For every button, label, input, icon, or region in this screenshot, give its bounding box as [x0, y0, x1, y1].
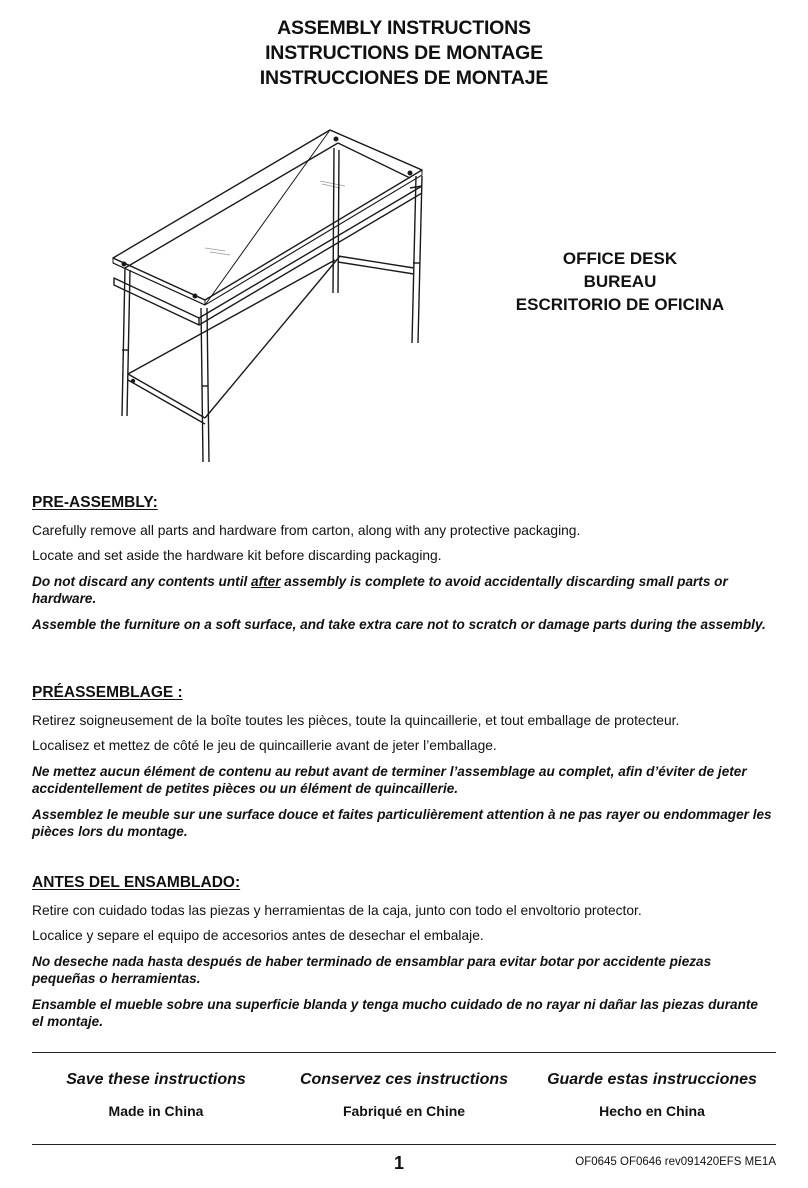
office-desk-illustration	[100, 118, 440, 478]
product-name-en: OFFICE DESK	[562, 249, 678, 268]
save-instructions-fr: Conservez ces instructions	[299, 1071, 509, 1088]
section-heading-en: PRE-ASSEMBLY:	[32, 494, 158, 511]
instruction-line: Carefully remove all parts and hardware from carton, along with any protective packaging.	[32, 523, 581, 538]
page-number: 1	[394, 1153, 405, 1173]
warning-paragraph: Assemblez le meuble sur une surface douce et faites particulièrement attention à ne pas rayer ou endommager les pièces lors du montage.	[32, 807, 772, 839]
pre-assembly-section-fr	[32, 684, 772, 848]
title-en: ASSEMBLY INSTRUCTIONS	[277, 17, 531, 39]
divider	[32, 1144, 776, 1145]
divider	[32, 1052, 776, 1053]
product-name-fr: BUREAU	[583, 272, 657, 291]
footer-col-es	[528, 1071, 776, 1119]
section-heading-fr: PRÉASSEMBLAGE :	[32, 684, 183, 701]
instruction-line: Localice y separe el equipo de accesorios antes de desechar el embalaje.	[32, 928, 484, 943]
instruction-line: Localisez et mettez de côté le jeu de quincaillerie avant de jeter l’emballage.	[32, 738, 497, 753]
origin-es: Hecho en China	[599, 1103, 705, 1119]
product-name	[470, 247, 770, 316]
origin-fr: Fabriqué en Chine	[342, 1103, 466, 1119]
title-es: INSTRUCCIONES DE MONTAJE	[259, 67, 549, 89]
section-heading-es: ANTES DEL ENSAMBLADO:	[32, 874, 241, 891]
warning-paragraph: Ne mettez aucun élément de contenu au rebut avant de terminer l’assemblage au complet, afin d’éviter de jeter accidentellement de petites pièces ou un élément de quincaillerie.	[32, 764, 747, 796]
title-fr: INSTRUCTIONS DE MONTAGE	[265, 42, 543, 64]
save-instructions-row	[32, 1071, 776, 1119]
save-instructions-en: Save these instructions	[66, 1071, 246, 1088]
pre-assembly-section-es	[32, 874, 772, 1038]
warning-paragraph: Ensamble el mueble sobre una superficie blanda y tenga mucho cuidado de no rayar ni dañar las piezas durante el montaje.	[32, 997, 758, 1029]
save-instructions-es: Guarde estas instrucciones	[547, 1071, 757, 1088]
instruction-line: Locate and set aside the hardware kit before discarding packaging.	[32, 548, 442, 563]
footer-col-fr	[280, 1071, 528, 1119]
warning-paragraph: Do not discard any contents until after assembly is complete to avoid accidentally discarding small parts or hardware.	[32, 574, 728, 606]
footer-col-en	[32, 1071, 280, 1119]
origin-en: Made in China	[108, 1103, 204, 1119]
warning-paragraph: Assemble the furniture on a soft surface, and take extra care not to scratch or damage parts during the assembly.	[32, 617, 766, 632]
pre-assembly-section-en	[32, 494, 772, 641]
instruction-line: Retire con cuidado todas las piezas y herramientas de la caja, junto con todo el envoltorio protector.	[32, 903, 642, 918]
document-code: OF0645 OF0646 rev091420EFS ME1A	[575, 1156, 776, 1168]
warning-paragraph: No deseche nada hasta después de haber terminado de ensamblar para evitar botar por accidente piezas pequeñas o herramientas.	[32, 954, 712, 986]
document-title	[0, 16, 808, 91]
product-name-es: ESCRITORIO DE OFICINA	[515, 295, 725, 314]
instruction-line: Retirez soigneusement de la boîte toutes les pièces, toute la quincaillerie, et tout emballage de protecteur.	[32, 713, 680, 728]
